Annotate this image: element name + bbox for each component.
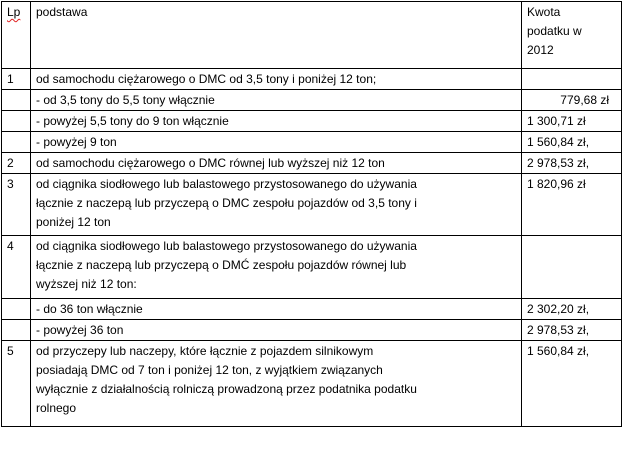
table-row <box>2 320 622 341</box>
row-description-line: od samochodu ciężarowego o DMC równej lub wyższej niż 12 ton <box>36 156 385 170</box>
row-description-line: - powyżej 36 ton <box>36 323 124 337</box>
row-description-line: poniżej 12 ton <box>36 215 111 229</box>
row-amount: 2 978,53 zł, <box>522 320 622 341</box>
row-lp: 2 <box>2 153 31 174</box>
table-body <box>2 2 622 427</box>
row-amount: 2 978,53 zł, <box>522 153 622 174</box>
row-description-line: od ciągnika siodłowego lub balastowego przystosowanego do używania <box>36 239 417 253</box>
row-description-line: wyższej niż 12 ton: <box>36 277 137 291</box>
row-description-line: - do 36 ton włącznie <box>36 302 143 316</box>
row-lp: 1 <box>2 69 31 90</box>
header-lp-label: Lp <box>7 5 21 19</box>
row-description-line: - powyżej 5,5 tony do 9 ton włącznie <box>36 114 229 128</box>
row-description-line: - od 3,5 tony do 5,5 tony włącznie <box>36 93 215 107</box>
table-row <box>2 341 622 427</box>
header-lp <box>2 2 31 69</box>
row-description <box>31 132 522 153</box>
row-lp: 3 <box>2 174 31 236</box>
header-kwota-line: 2012 <box>527 43 554 57</box>
row-lp <box>2 111 31 132</box>
row-description <box>31 69 522 90</box>
header-kwota <box>522 2 622 69</box>
tax-rate-table <box>1 1 622 427</box>
row-lp: 4 <box>2 236 31 299</box>
table-row <box>2 236 622 299</box>
row-description-line: - powyżej 9 ton <box>36 135 117 149</box>
row-lp <box>2 299 31 320</box>
row-description-line: wyłącznie z działalnością rolniczą prowadzoną przez podatnika podatku <box>36 382 417 396</box>
table-row <box>2 299 622 320</box>
row-description <box>31 236 522 299</box>
row-amount: 1 560,84 zł, <box>522 341 622 427</box>
table-row <box>2 174 622 236</box>
row-amount: 1 820,96 zł <box>522 174 622 236</box>
row-lp <box>2 132 31 153</box>
table-row <box>2 111 622 132</box>
row-description <box>31 153 522 174</box>
row-lp <box>2 90 31 111</box>
row-description-line: posiadają DMC od 7 ton i poniżej 12 ton, z wyjątkiem związanych <box>36 363 383 377</box>
header-kwota-line: podatku w <box>527 24 582 38</box>
row-amount: 1 300,71 zł <box>522 111 622 132</box>
table-row <box>2 153 622 174</box>
table-row <box>2 90 622 111</box>
row-description-line: łącznie z naczepą lub przyczepą o DMĆ zespołu pojazdów równej lub <box>36 258 407 272</box>
row-description-line: łącznie z naczepą lub przyczepą o DMC zespołu pojazdów od 3,5 tony i <box>36 196 417 210</box>
table-header-row <box>2 2 622 69</box>
table-row <box>2 132 622 153</box>
row-description <box>31 320 522 341</box>
row-amount <box>522 236 622 299</box>
header-podstawa <box>31 2 522 69</box>
row-description <box>31 174 522 236</box>
row-description-line: rolnego <box>36 401 77 415</box>
row-description <box>31 341 522 427</box>
row-amount: 779,68 zł <box>522 90 622 111</box>
row-amount: 1 560,84 zł, <box>522 132 622 153</box>
header-kwota-line: Kwota <box>527 5 561 19</box>
row-description <box>31 111 522 132</box>
row-description-line: od samochodu ciężarowego o DMC od 3,5 tony i poniżej 12 ton; <box>36 72 377 86</box>
row-lp: 5 <box>2 341 31 427</box>
row-lp <box>2 320 31 341</box>
row-amount <box>522 69 622 90</box>
table-row <box>2 69 622 90</box>
header-podstawa-label: podstawa <box>36 5 88 19</box>
row-description <box>31 90 522 111</box>
row-description-line: od przyczepy lub naczepy, które łącznie z pojazdem silnikowym <box>36 344 374 358</box>
row-description-line: od ciągnika siodłowego lub balastowego przystosowanego do używania <box>36 177 417 191</box>
row-amount: 2 302,20 zł, <box>522 299 622 320</box>
row-description <box>31 299 522 320</box>
